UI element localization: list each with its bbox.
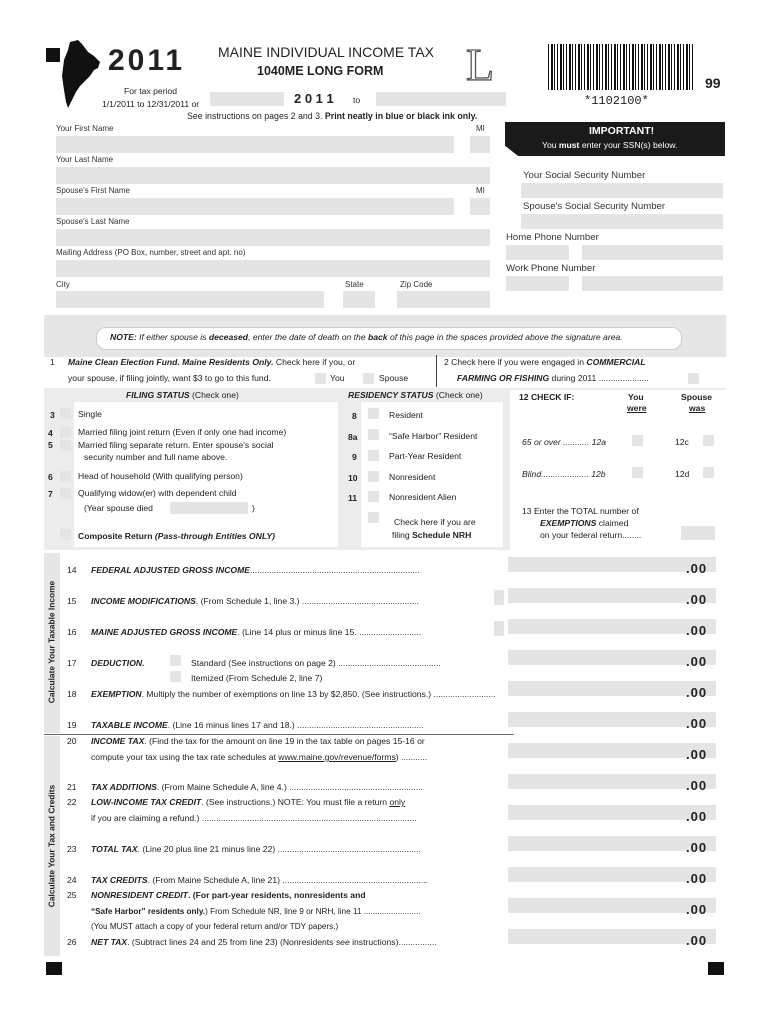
tax-period-end-input[interactable]	[376, 92, 506, 106]
last-name-label: Your Last Name	[56, 155, 114, 164]
line-15-negative-box[interactable]	[494, 590, 504, 605]
part-year-label: Part-Year Resident	[389, 451, 462, 461]
line-26-cents: .00	[686, 933, 708, 948]
age-65-you-checkbox[interactable]	[632, 435, 643, 446]
married-separate-checkbox[interactable]	[60, 440, 71, 451]
line-22-text: LOW-INCOME TAX CREDIT. (See instructions.) NOTE: You must file a return only	[91, 797, 406, 807]
exemptions-label-1: 13 Enter the TOTAL number of	[522, 506, 639, 516]
line-23-cents: .00	[686, 840, 708, 855]
home-phone-label: Home Phone Number	[506, 232, 599, 243]
line-26-text: NET TAX. (Subtract lines 24 and 25 from line 23) (Nonresidents see instructions)................	[91, 937, 437, 947]
barcode-number: *1102100*	[584, 94, 649, 108]
line-1-number: 1	[50, 357, 55, 367]
line-3-number: 3	[50, 410, 55, 420]
deceased-note: NOTE: If either spouse is deceased, enter the date of death on the back of this page in the spaces provided above the signature area.	[110, 332, 623, 342]
line-9-number: 9	[352, 452, 357, 462]
nonresident-checkbox[interactable]	[368, 471, 379, 482]
spouse-middle-initial-input[interactable]	[470, 198, 490, 215]
important-text: You must enter your SSN(s) below.	[542, 140, 678, 150]
standard-deduction-label: Standard (See instructions on page 2) ...........................................	[191, 658, 441, 668]
line-6-number: 6	[48, 472, 53, 482]
schedule-nrh-checkbox[interactable]	[368, 512, 379, 523]
blind-label: Blind.................... 12b	[522, 469, 606, 479]
ssn-input[interactable]	[521, 183, 723, 198]
zip-input[interactable]	[397, 291, 490, 308]
line-25-text3: (You MUST attach a copy of your federal return and/or TDY papers.)	[91, 922, 339, 931]
maine-state-icon	[60, 40, 102, 110]
line-17-cents: .00	[686, 654, 708, 669]
state-label: State	[345, 280, 364, 289]
line-1-text2: your spouse, if filing jointly, want $3 to go to this fund.	[68, 373, 271, 383]
check-spouse-header: Spouse	[681, 392, 713, 402]
check-were-header: were	[627, 403, 647, 413]
line-25-amount-input[interactable]	[508, 898, 716, 913]
state-input[interactable]	[343, 291, 375, 308]
work-phone-input[interactable]	[506, 276, 569, 291]
home-phone-number-input[interactable]	[582, 245, 723, 260]
blind-spouse-label: 12d	[675, 469, 690, 479]
spouse-ssn-input[interactable]	[521, 214, 723, 229]
blind-spouse-checkbox[interactable]	[703, 467, 714, 478]
head-of-household-label: Head of household (With qualifying person)	[78, 471, 243, 481]
line-21-cents: .00	[686, 778, 708, 793]
line-24-text: TAX CREDITS. (From Maine Schedule A, line 21) .............................................................	[91, 875, 428, 885]
year-spouse-died-input[interactable]	[170, 502, 248, 514]
line-17-number: 17	[67, 658, 77, 668]
line-18-cents: .00	[686, 685, 708, 700]
line-5-number: 5	[48, 440, 53, 450]
registration-mark-bottom-right	[708, 962, 724, 975]
single-label: Single	[78, 409, 102, 419]
election-fund-you-label: You	[330, 373, 345, 383]
line-18-amount-input[interactable]	[508, 681, 716, 696]
line-16-amount-input[interactable]	[508, 619, 716, 634]
line-15-number: 15	[67, 596, 77, 606]
line-23-amount-input[interactable]	[508, 836, 716, 851]
last-name-input[interactable]	[56, 167, 490, 184]
line-23-number: 23	[67, 844, 77, 854]
form-title: MAINE INDIVIDUAL INCOME TAX	[218, 44, 434, 60]
nonresident-alien-label: Nonresident Alien	[389, 492, 457, 502]
blind-you-checkbox[interactable]	[632, 467, 643, 478]
line-21-text: TAX ADDITIONS. (From Maine Schedule A, line 4.) ........................................................	[91, 782, 423, 792]
line-19-text: TAXABLE INCOME. (Line 16 minus lines 17 and 18.) .....................................................	[91, 720, 424, 730]
line-21-number: 21	[67, 782, 77, 792]
spouse-last-name-label: Spouse's Last Name	[56, 217, 130, 226]
nonresident-alien-checkbox[interactable]	[368, 491, 379, 502]
head-of-household-checkbox[interactable]	[60, 471, 71, 482]
form-letter: L	[466, 39, 495, 90]
section-divider	[44, 734, 514, 735]
line-4-number: 4	[48, 428, 53, 438]
check-was-header: was	[689, 403, 706, 413]
line-18-number: 18	[67, 689, 77, 699]
mailing-address-label: Mailing Address (PO Box, number, street and apt. no)	[56, 248, 246, 257]
filing-status-heading: FILING STATUS (Check one)	[126, 390, 239, 400]
married-separate-label2: security number and full name above.	[84, 452, 228, 462]
tax-period-start-input[interactable]	[210, 92, 284, 106]
tax-period-to: to	[353, 95, 361, 105]
line-11-number: 11	[348, 493, 358, 503]
revenue-forms-link[interactable]: www.maine.gov/revenue/forms	[278, 752, 396, 762]
composite-return-checkbox[interactable]	[60, 529, 71, 540]
line-14-cents: .00	[686, 561, 708, 576]
line-16-negative-box[interactable]	[494, 621, 504, 636]
schedule-nrh-label: Check here if you are	[394, 517, 476, 527]
line-24-amount-input[interactable]	[508, 867, 716, 882]
spouse-first-name-input[interactable]	[56, 198, 454, 215]
age-65-label: 65 or over ........... 12a	[522, 437, 607, 447]
line-16-number: 16	[67, 627, 77, 637]
line-14-text: FEDERAL ADJUSTED GROSS INCOME.......................................................................	[91, 565, 420, 575]
single-checkbox[interactable]	[60, 408, 71, 419]
registration-mark-bottom-left	[46, 962, 62, 975]
line-16-cents: .00	[686, 623, 708, 638]
line-18-text: EXEMPTION. Multiply the number of exemptions on line 13 by $2,850. (See instructions.) ..........................	[91, 689, 496, 699]
line-17-text: DEDUCTION.	[91, 658, 145, 668]
work-phone-number-input[interactable]	[582, 276, 723, 291]
line-19-amount-input[interactable]	[508, 712, 716, 727]
exemptions-input[interactable]	[681, 526, 715, 540]
qualifying-widow-label: Qualifying widow(er) with dependent child	[78, 488, 237, 498]
exemptions-label-2: EXEMPTIONS claimed	[540, 518, 629, 528]
commercial-farming-checkbox[interactable]	[688, 373, 699, 384]
credits-side-label: Calculate Your Tax and Credits	[46, 784, 57, 908]
city-input[interactable]	[56, 291, 324, 308]
line-7-number: 7	[48, 489, 53, 499]
nonresident-label: Nonresident	[389, 472, 436, 482]
line-20-amount-input[interactable]	[508, 743, 716, 758]
check-if-heading: 12 CHECK IF:	[519, 392, 575, 402]
spouse-first-name-label: Spouse's First Name	[56, 186, 130, 195]
married-joint-checkbox[interactable]	[60, 427, 71, 438]
city-label: City	[56, 280, 70, 289]
line-25-text2: “Safe Harbor” residents only.) From Schedule NR, line 9 or NRH, line 11 .........................	[91, 907, 421, 916]
mailing-address-input[interactable]	[56, 260, 490, 277]
divider-line-1-2	[436, 355, 437, 387]
part-year-checkbox[interactable]	[368, 450, 379, 461]
print-instructions: See instructions on pages 2 and 3. Print neatly in blue or black ink only.	[187, 111, 478, 121]
composite-return-label: Composite Return (Pass-through Entities ONLY)	[78, 531, 276, 541]
safe-harbor-checkbox[interactable]	[368, 429, 379, 440]
line-22-cents: .00	[686, 809, 708, 824]
line-14-amount-input[interactable]	[508, 557, 716, 572]
tax-period-year: 2 0 1 1	[294, 91, 334, 106]
line-22-text2: if you are claiming a refund.) ..........................................................................................	[91, 813, 417, 823]
tax-period-label: For tax period	[124, 86, 178, 96]
ssn-label: Your Social Security Number	[523, 170, 646, 181]
line-17-amount-input[interactable]	[508, 650, 716, 665]
important-title: IMPORTANT!	[589, 125, 655, 137]
itemized-deduction-label: Itemized (From Schedule 2, line 7)	[191, 673, 323, 683]
work-phone-label: Work Phone Number	[506, 263, 596, 274]
line-20-number: 20	[67, 736, 77, 746]
barcode	[548, 44, 695, 90]
line-23-text: TOTAL TAX. (Line 20 plus line 21 minus line 22) ............................................................	[91, 844, 421, 854]
line-8-number: 8	[352, 411, 357, 421]
election-fund-spouse-label: Spouse	[379, 373, 409, 383]
line-24-number: 24	[67, 875, 77, 885]
residency-status-heading: RESIDENCY STATUS (Check one)	[348, 390, 483, 400]
registration-mark-top-left	[46, 48, 60, 62]
line-15-cents: .00	[686, 592, 708, 607]
form-year: 2011	[108, 44, 186, 77]
line-14-number: 14	[67, 565, 77, 575]
first-name-input[interactable]	[56, 136, 454, 153]
line-16-text: MAINE ADJUSTED GROSS INCOME. (Line 14 plus or minus line 15. ..........................	[91, 627, 422, 637]
resident-checkbox[interactable]	[368, 408, 379, 419]
qualifying-widow-checkbox[interactable]	[60, 488, 71, 499]
line-21-amount-input[interactable]	[508, 774, 716, 789]
line-25-number: 25	[67, 890, 77, 900]
middle-initial-input[interactable]	[470, 136, 490, 153]
check-you-header: You	[628, 392, 644, 402]
line-2-text2: FARMING OR FISHING during 2011 .....................	[457, 373, 649, 383]
home-phone-input[interactable]	[506, 245, 569, 260]
standard-deduction-checkbox[interactable]	[170, 655, 181, 666]
spouse-ssn-label: Spouse's Social Security Number	[523, 201, 666, 212]
form-subtitle: 1040ME LONG FORM	[257, 64, 384, 78]
line-15-text: INCOME MODIFICATIONS. (From Schedule 1, line 3.) .................................................	[91, 596, 419, 606]
line-2-text: 2 Check here if you were engaged in COMMERCIAL	[444, 357, 646, 367]
line-22-amount-input[interactable]	[508, 805, 716, 820]
line-25-text: NONRESIDENT CREDIT. (For part-year residents, nonresidents and	[91, 890, 366, 900]
age-65-spouse-checkbox[interactable]	[703, 435, 714, 446]
line-20-text: INCOME TAX. (Find the tax for the amount on line 19 in the tax table on pages 15-16 or	[91, 736, 425, 746]
schedule-nrh-label2: filing Schedule NRH	[392, 530, 472, 540]
line-1-text: Maine Clean Election Fund. Maine Residents Only. Check here if you, or	[68, 357, 356, 367]
form-code: 99	[705, 75, 721, 91]
line-22-number: 22	[67, 797, 77, 807]
first-name-label: Your First Name	[56, 124, 114, 133]
itemized-deduction-checkbox[interactable]	[170, 671, 181, 682]
married-joint-label: Married filing joint return (Even if only one had income)	[78, 427, 287, 437]
line-19-number: 19	[67, 720, 77, 730]
line-25-cents: .00	[686, 902, 708, 917]
spouse-mi-label: MI	[476, 186, 485, 195]
line-26-number: 26	[67, 937, 77, 947]
safe-harbor-label: “Safe Harbor” Resident	[389, 431, 478, 441]
zip-label: Zip Code	[400, 280, 433, 289]
mi-label: MI	[476, 124, 485, 133]
year-spouse-died-paren: )	[252, 503, 255, 513]
line-8a-number: 8a	[348, 432, 358, 442]
married-separate-label: Married filing separate return. Enter spouse's social	[78, 440, 274, 450]
line-19-cents: .00	[686, 716, 708, 731]
exemptions-label-3: on your federal return........	[540, 530, 642, 540]
spouse-last-name-input[interactable]	[56, 229, 490, 246]
election-fund-spouse-checkbox[interactable]	[363, 373, 374, 384]
line-20-text2: compute your tax using the tax rate schedules at www.maine.gov/revenue/forms) ...........	[91, 752, 428, 762]
line-24-cents: .00	[686, 871, 708, 886]
resident-label: Resident	[389, 410, 423, 420]
line-10-number: 10	[348, 473, 358, 483]
tax-period-range: 1/1/2011 to 12/31/2011 or	[102, 99, 200, 109]
year-spouse-died-label: (Year spouse died	[84, 503, 153, 513]
election-fund-you-checkbox[interactable]	[315, 373, 326, 384]
income-side-label: Calculate Your Taxable Income	[46, 580, 57, 704]
age-65-spouse-label: 12c	[675, 437, 689, 447]
line-20-cents: .00	[686, 747, 708, 762]
line-15-amount-input[interactable]	[508, 588, 716, 603]
line-26-amount-input[interactable]	[508, 929, 716, 944]
